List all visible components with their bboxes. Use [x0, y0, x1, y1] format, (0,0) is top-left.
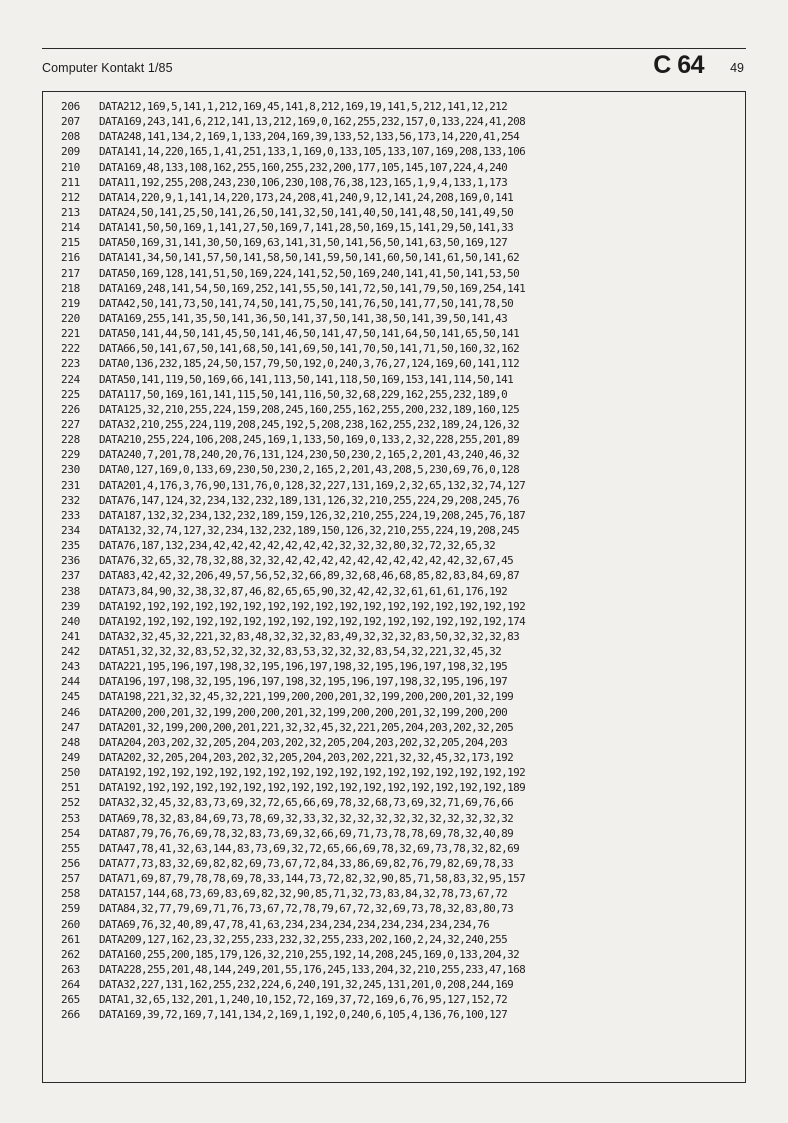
- listing-line: [61, 190, 747, 205]
- line-number: 223: [61, 357, 80, 371]
- line-number: 264: [61, 978, 80, 992]
- data-statement: DATA187,132,32,234,132,232,189,159,126,32,210,255,224,19,208,245,76,187: [99, 508, 526, 522]
- listing-line: [61, 326, 747, 341]
- listing-line: [61, 780, 747, 795]
- listing-line: [61, 689, 747, 704]
- line-number: 238: [61, 584, 80, 598]
- listing-line: [61, 917, 747, 932]
- data-statement: DATA50,169,128,141,51,50,169,224,141,52,50,169,240,141,41,50,141,53,50: [99, 266, 520, 280]
- line-number: 250: [61, 766, 80, 780]
- line-number: 212: [61, 190, 80, 204]
- data-statement: DATA87,79,76,76,69,78,32,83,73,69,32,66,69,71,73,78,78,69,78,32,40,89: [99, 826, 514, 840]
- data-statement: DATA201,4,176,3,76,90,131,76,0,128,32,227,131,169,2,32,65,132,32,74,127: [99, 478, 526, 492]
- line-number: 249: [61, 751, 80, 765]
- page-header: [42, 48, 746, 79]
- line-number: 243: [61, 660, 80, 674]
- listing-line: [61, 856, 747, 871]
- data-statement: DATA204,203,202,32,205,204,203,202,32,205,204,203,202,32,205,204,203: [99, 735, 508, 749]
- listing-line: [61, 765, 747, 780]
- listing-line: [61, 932, 747, 947]
- data-statement: DATA201,32,199,200,200,201,221,32,32,45,32,221,205,204,203,202,32,205: [99, 720, 514, 734]
- data-statement: DATA11,192,255,208,243,230,106,230,108,76,38,123,165,1,9,4,133,1,173: [99, 175, 508, 189]
- listing-line: [61, 144, 747, 159]
- listing-line: [61, 735, 747, 750]
- listing-line: [61, 795, 747, 810]
- line-number: 246: [61, 705, 80, 719]
- data-statement: DATA66,50,141,67,50,141,68,50,141,69,50,141,70,50,141,71,50,160,32,162: [99, 342, 520, 356]
- line-number: 213: [61, 205, 80, 219]
- line-number: 215: [61, 236, 80, 250]
- data-statement: DATA77,73,83,32,69,82,82,69,73,67,72,84,33,86,69,82,76,79,82,69,78,33: [99, 857, 514, 871]
- line-number: 256: [61, 857, 80, 871]
- line-number: 208: [61, 130, 80, 144]
- data-statement: DATA73,84,90,32,38,32,87,46,82,65,65,90,32,42,42,32,61,61,61,176,192: [99, 584, 508, 598]
- data-statement: DATA141,50,50,169,1,141,27,50,169,7,141,28,50,169,15,141,29,50,141,33: [99, 221, 514, 235]
- listing-line: [61, 356, 747, 371]
- page-number: 49: [730, 61, 744, 75]
- data-statement: DATA210,255,224,106,208,245,169,1,133,50,169,0,133,2,32,228,255,201,89: [99, 433, 520, 447]
- line-number: 235: [61, 539, 80, 553]
- data-statement: DATA71,69,87,79,78,78,69,78,33,144,73,72,82,32,90,85,71,58,83,32,95,157: [99, 872, 526, 886]
- data-statement: DATA69,76,32,40,89,47,78,41,63,234,234,234,234,234,234,234,234,76: [99, 917, 490, 931]
- line-number: 266: [61, 1008, 80, 1022]
- listing-line: [61, 947, 747, 962]
- data-statement: DATA47,78,41,32,63,144,83,73,69,32,72,65,66,69,78,32,69,73,78,32,82,69: [99, 841, 520, 855]
- line-number: 217: [61, 266, 80, 280]
- data-statement: DATA76,187,132,234,42,42,42,42,42,42,42,32,32,32,80,32,72,32,65,32: [99, 539, 496, 553]
- listing-line: [61, 1007, 747, 1022]
- data-statement: DATA202,32,205,204,203,202,32,205,204,203,202,221,32,32,45,32,173,192: [99, 751, 514, 765]
- listing-line: [61, 99, 747, 114]
- data-statement: DATA212,169,5,141,1,212,169,45,141,8,212,169,19,141,5,212,141,12,212: [99, 100, 508, 113]
- data-statement: DATA209,127,162,23,32,255,233,232,32,255,233,202,160,2,24,32,240,255: [99, 932, 508, 946]
- line-number: 263: [61, 963, 80, 977]
- listing-line: [61, 281, 747, 296]
- data-statement: DATA198,221,32,32,45,32,221,199,200,200,201,32,199,200,200,201,32,199: [99, 690, 514, 704]
- data-statement: DATA50,141,119,50,169,66,141,113,50,141,118,50,169,153,141,114,50,141: [99, 372, 514, 386]
- line-number: 258: [61, 887, 80, 901]
- listing-line: [61, 129, 747, 144]
- listing-line: [61, 432, 747, 447]
- data-statement: DATA192,192,192,192,192,192,192,192,192,192,192,192,192,192,192,192,189: [99, 781, 526, 795]
- listing-line: [61, 659, 747, 674]
- listing-line: [61, 977, 747, 992]
- line-number: 239: [61, 599, 80, 613]
- listing-line: [61, 629, 747, 644]
- listing-frame: [42, 91, 746, 1083]
- data-statement: DATA169,48,133,108,162,255,160,255,232,200,177,105,145,107,224,4,240: [99, 160, 508, 174]
- line-number: 244: [61, 675, 80, 689]
- listing-line: [61, 523, 747, 538]
- data-statement: DATA42,50,141,73,50,141,74,50,141,75,50,141,76,50,141,77,50,141,78,50: [99, 296, 514, 310]
- line-number: 261: [61, 932, 80, 946]
- data-statement: DATA169,248,141,54,50,169,252,141,55,50,141,72,50,141,79,50,169,254,141: [99, 281, 526, 295]
- line-number: 254: [61, 826, 80, 840]
- listing-line: [61, 417, 747, 432]
- line-number: 227: [61, 417, 80, 431]
- line-number: 260: [61, 917, 80, 931]
- listing-line: [61, 250, 747, 265]
- data-statement: DATA125,32,210,255,224,159,208,245,160,255,162,255,200,232,189,160,125: [99, 402, 520, 416]
- data-statement: DATA141,34,50,141,57,50,141,58,50,141,59,50,141,60,50,141,61,50,141,62: [99, 251, 520, 265]
- listing-line: [61, 462, 747, 477]
- line-number: 245: [61, 690, 80, 704]
- data-statement: DATA228,255,201,48,144,249,201,55,176,245,133,204,32,210,255,233,47,168: [99, 963, 526, 977]
- listing-line: [61, 266, 747, 281]
- data-statement: DATA192,192,192,192,192,192,192,192,192,192,192,192,192,192,192,192,192: [99, 599, 526, 613]
- data-statement: DATA240,7,201,78,240,20,76,131,124,230,50,230,2,165,2,201,43,240,46,32: [99, 448, 520, 462]
- line-number: 206: [61, 100, 80, 113]
- listing-line: [61, 962, 747, 977]
- listing-line: [61, 341, 747, 356]
- line-number: 233: [61, 508, 80, 522]
- data-statement: DATA169,255,141,35,50,141,36,50,141,37,50,141,38,50,141,39,50,141,43: [99, 311, 508, 325]
- listing-line: [61, 493, 747, 508]
- data-statement: DATA69,78,32,83,84,69,73,78,69,32,33,32,32,32,32,32,32,32,32,32,32,32: [99, 811, 514, 825]
- listing-line: [61, 175, 747, 190]
- line-number: 207: [61, 115, 80, 129]
- data-statement: DATA83,42,42,32,206,49,57,56,52,32,66,89,32,68,46,68,85,82,83,84,69,87: [99, 569, 520, 583]
- data-statement: DATA14,220,9,1,141,14,220,173,24,208,41,240,9,12,141,24,208,169,0,141: [99, 190, 514, 204]
- magazine-title: Computer Kontakt 1/85: [42, 61, 173, 75]
- line-number: 262: [61, 947, 80, 961]
- data-statement: DATA32,227,131,162,255,232,224,6,240,191,32,245,131,201,0,208,244,169: [99, 978, 514, 992]
- listing-line: [61, 296, 747, 311]
- data-statement: DATA157,144,68,73,69,83,69,82,32,90,85,71,32,73,83,84,32,78,73,67,72: [99, 887, 508, 901]
- line-number: 240: [61, 614, 80, 628]
- listing-line: [61, 644, 747, 659]
- data-statement: DATA200,200,201,32,199,200,200,201,32,199,200,200,201,32,199,200,200: [99, 705, 508, 719]
- listing-line: [61, 568, 747, 583]
- data-statement: DATA196,197,198,32,195,196,197,198,32,195,196,197,198,32,195,196,197: [99, 675, 508, 689]
- listing-line: [61, 220, 747, 235]
- data-statement: DATA141,14,220,165,1,41,251,133,1,169,0,133,105,133,107,169,208,133,106: [99, 145, 526, 159]
- listing-line: [61, 614, 747, 629]
- listing-line: [61, 508, 747, 523]
- listing-line: [61, 478, 747, 493]
- listing-line: [61, 886, 747, 901]
- data-statement: DATA248,141,134,2,169,1,133,204,169,39,133,52,133,56,173,14,220,41,254: [99, 130, 520, 144]
- line-number: 251: [61, 781, 80, 795]
- data-statement: DATA51,32,32,32,83,52,32,32,32,83,53,32,32,32,83,54,32,221,32,45,32: [99, 645, 502, 659]
- data-statement: DATA32,32,45,32,83,73,69,32,72,65,66,69,78,32,68,73,69,32,71,69,76,66: [99, 796, 514, 810]
- line-number: 220: [61, 311, 80, 325]
- listing-line: [61, 402, 747, 417]
- line-number: 241: [61, 629, 80, 643]
- line-number: 216: [61, 251, 80, 265]
- data-statement: DATA84,32,77,79,69,71,76,73,67,72,78,79,67,72,32,69,73,78,32,83,80,73: [99, 902, 514, 916]
- data-statement: DATA169,39,72,169,7,141,134,2,169,1,192,0,240,6,105,4,136,76,100,127: [99, 1008, 508, 1022]
- listing-line: [61, 750, 747, 765]
- line-number: 234: [61, 523, 80, 537]
- listing-line: [61, 674, 747, 689]
- data-statement: DATA1,32,65,132,201,1,240,10,152,72,169,37,72,169,6,76,95,127,152,72: [99, 993, 508, 1007]
- line-number: 232: [61, 493, 80, 507]
- line-number: 218: [61, 281, 80, 295]
- data-statement: DATA50,141,44,50,141,45,50,141,46,50,141,47,50,141,64,50,141,65,50,141: [99, 327, 520, 341]
- line-number: 229: [61, 448, 80, 462]
- listing-line: [61, 553, 747, 568]
- data-statement: DATA221,195,196,197,198,32,195,196,197,198,32,195,196,197,198,32,195: [99, 660, 508, 674]
- listing-line: [61, 235, 747, 250]
- line-number: 219: [61, 296, 80, 310]
- line-number: 252: [61, 796, 80, 810]
- listing-line: [61, 841, 747, 856]
- listing-line: [61, 720, 747, 735]
- listing-line: [61, 372, 747, 387]
- listing-line: [61, 447, 747, 462]
- line-number: 237: [61, 569, 80, 583]
- listing-line: [61, 826, 747, 841]
- data-statement: DATA24,50,141,25,50,141,26,50,141,32,50,141,40,50,141,48,50,141,49,50: [99, 205, 514, 219]
- line-number: 225: [61, 387, 80, 401]
- basic-listing: [61, 99, 747, 1023]
- listing-line: [61, 387, 747, 402]
- data-statement: DATA32,210,255,224,119,208,245,192,5,208,238,162,255,232,189,24,126,32: [99, 417, 520, 431]
- line-number: 226: [61, 402, 80, 416]
- line-number: 242: [61, 645, 80, 659]
- data-statement: DATA76,32,65,32,78,32,88,32,32,42,42,42,42,42,42,42,42,42,42,32,67,45: [99, 554, 514, 568]
- line-number: 231: [61, 478, 80, 492]
- data-statement: DATA117,50,169,161,141,115,50,141,116,50,32,68,229,162,255,232,189,0: [99, 387, 508, 401]
- line-number: 236: [61, 554, 80, 568]
- listing-line: [61, 311, 747, 326]
- line-number: 210: [61, 160, 80, 174]
- system-name: C 64: [653, 51, 704, 79]
- listing-line: [61, 114, 747, 129]
- listing-line: [61, 871, 747, 886]
- line-number: 255: [61, 841, 80, 855]
- listing-line: [61, 538, 747, 553]
- data-statement: DATA0,136,232,185,24,50,157,79,50,192,0,240,3,76,27,124,169,60,141,112: [99, 357, 520, 371]
- line-number: 247: [61, 720, 80, 734]
- line-number: 224: [61, 372, 80, 386]
- data-statement: DATA76,147,124,32,234,132,232,189,131,126,32,210,255,224,29,208,245,76: [99, 493, 520, 507]
- line-number: 228: [61, 433, 80, 447]
- data-statement: DATA169,243,141,6,212,141,13,212,169,0,162,255,232,157,0,133,224,41,208: [99, 115, 526, 129]
- line-number: 265: [61, 993, 80, 1007]
- listing-line: [61, 811, 747, 826]
- listing-line: [61, 599, 747, 614]
- line-number: 221: [61, 327, 80, 341]
- data-statement: DATA50,169,31,141,30,50,169,63,141,31,50,141,56,50,141,63,50,169,127: [99, 236, 508, 250]
- listing-line: [61, 584, 747, 599]
- line-number: 259: [61, 902, 80, 916]
- data-statement: DATA32,32,45,32,221,32,83,48,32,32,32,83,49,32,32,32,83,50,32,32,32,83: [99, 629, 520, 643]
- line-number: 222: [61, 342, 80, 356]
- line-number: 214: [61, 221, 80, 235]
- data-statement: DATA192,192,192,192,192,192,192,192,192,192,192,192,192,192,192,192,192: [99, 766, 526, 780]
- listing-line: [61, 901, 747, 916]
- listing-line: [61, 205, 747, 220]
- listing-line: [61, 705, 747, 720]
- data-statement: DATA132,32,74,127,32,234,132,232,189,150,126,32,210,255,224,19,208,245: [99, 523, 520, 537]
- line-number: 257: [61, 872, 80, 886]
- line-number: 209: [61, 145, 80, 159]
- data-statement: DATA160,255,200,185,179,126,32,210,255,192,14,208,245,169,0,133,204,32: [99, 947, 520, 961]
- line-number: 211: [61, 175, 80, 189]
- line-number: 230: [61, 463, 80, 477]
- line-number: 253: [61, 811, 80, 825]
- line-number: 248: [61, 735, 80, 749]
- data-statement: DATA192,192,192,192,192,192,192,192,192,192,192,192,192,192,192,192,174: [99, 614, 526, 628]
- listing-line: [61, 160, 747, 175]
- data-statement: DATA0,127,169,0,133,69,230,50,230,2,165,2,201,43,208,5,230,69,76,0,128: [99, 463, 520, 477]
- listing-line: [61, 992, 747, 1007]
